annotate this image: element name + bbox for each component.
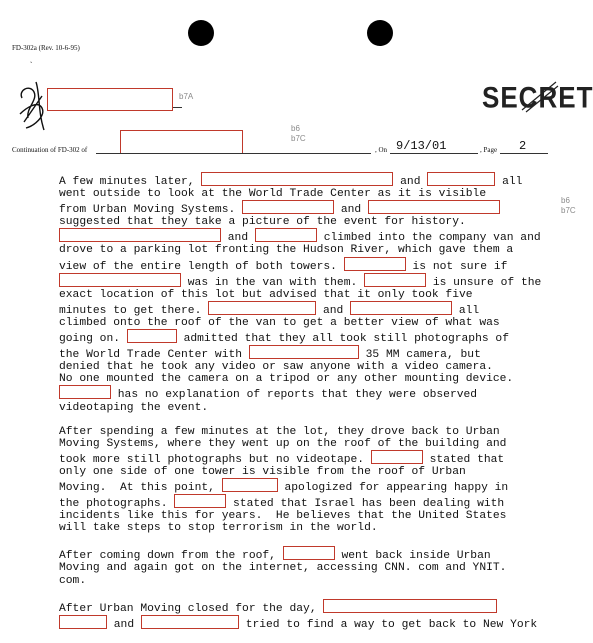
text-segment: and	[340, 204, 362, 217]
redaction-box	[242, 200, 334, 214]
redaction-box	[344, 257, 406, 271]
text-line	[59, 232, 541, 244]
text-line	[59, 438, 506, 450]
redaction-box	[174, 494, 226, 508]
paragraph	[59, 599, 539, 631]
continuation-redaction	[120, 130, 243, 154]
text-line	[59, 333, 509, 345]
text-segment: climbed onto the roof of the van to get a better view of what was	[59, 316, 500, 329]
text-segment: the photographs.	[59, 498, 168, 511]
text-line	[59, 426, 500, 438]
text-segment: After coming down from the roof,	[59, 550, 276, 563]
text-segment: is not sure if	[412, 260, 508, 273]
text-line	[59, 277, 541, 289]
text-line	[59, 188, 486, 200]
text-line	[59, 204, 500, 216]
text-segment: drove to a parking lot fronting the Hudson River, which gave them a	[59, 244, 514, 257]
text-segment: climbed into the company van and	[323, 232, 541, 245]
punch-hole-right	[367, 20, 393, 46]
text-line	[59, 289, 473, 301]
text-segment: A few minutes later,	[59, 176, 195, 188]
exemption-b6-header: b6	[291, 124, 300, 133]
text-segment: and	[113, 618, 135, 631]
page-label: , Page	[480, 146, 498, 154]
text-line	[59, 619, 537, 631]
text-segment: minutes to get there.	[59, 304, 202, 317]
header-redaction-name	[47, 88, 173, 111]
redaction-box	[283, 546, 335, 560]
report-date: 9/13/01	[396, 139, 447, 153]
text-segment: exact location of this lot but advised that it only took five	[59, 288, 473, 301]
text-segment: has no explanation of reports that they were observed	[117, 389, 478, 402]
text-segment: will take steps to stop terrorism in the world.	[59, 522, 378, 535]
redaction-box	[350, 301, 452, 315]
redaction-box	[249, 345, 359, 359]
text-line	[59, 498, 504, 510]
text-segment: from Urban Moving Systems.	[59, 204, 236, 217]
text-line	[59, 361, 493, 373]
redaction-box	[59, 228, 221, 242]
text-line	[59, 482, 508, 494]
redaction-box	[222, 478, 278, 492]
text-segment: all	[458, 304, 480, 317]
text-line	[59, 373, 513, 385]
redaction-box	[59, 385, 111, 399]
text-segment: After spending a few minutes at the lot, they drove back to Urban	[59, 425, 500, 438]
text-line	[59, 466, 466, 478]
text-segment: Moving Systems, where they went up on the roof of the building and	[59, 437, 507, 450]
text-line	[59, 550, 491, 562]
text-line	[59, 317, 500, 329]
text-line	[59, 603, 497, 615]
redaction-box	[208, 301, 316, 315]
text-line	[59, 176, 522, 188]
text-segment: incidents like this for years. He believes that the United States	[59, 510, 507, 523]
text-segment: all	[502, 176, 523, 188]
classification-stamp: SECRET	[482, 79, 593, 115]
redaction-box	[201, 172, 393, 186]
text-segment: No one mounted the camera on a tripod or any other mounting device.	[59, 373, 514, 386]
continuation-label: Continuation of FD-302 of	[12, 146, 88, 154]
text-line	[59, 305, 479, 317]
redaction-box	[59, 273, 181, 287]
redaction-box	[323, 599, 497, 613]
text-segment: com.	[59, 574, 87, 587]
report-body	[59, 172, 542, 643]
text-segment: admitted that they all took still photographs of	[183, 333, 509, 346]
text-line	[59, 522, 378, 534]
redaction-box	[141, 615, 239, 629]
text-segment: After Urban Moving closed for the day,	[59, 602, 317, 615]
text-segment: suggested that they take a picture of the event for history.	[59, 216, 466, 229]
continuation-underline	[96, 153, 371, 154]
redaction-box	[127, 329, 177, 343]
text-segment: stated that	[429, 453, 505, 466]
form-id: FD-302a (Rev. 10-6-95)	[12, 44, 80, 52]
text-segment: apologized for appearing happy in	[284, 481, 509, 494]
redaction-box	[255, 228, 317, 242]
text-line	[59, 454, 504, 466]
text-segment: and	[322, 304, 344, 317]
exemption-b7c-margin: b7C	[561, 206, 576, 215]
text-line	[59, 575, 86, 587]
text-segment: took more still photographs but no videotape.	[59, 453, 365, 466]
page-underline	[500, 153, 548, 154]
text-segment: going on.	[59, 333, 121, 346]
redaction-box	[427, 172, 495, 186]
text-line	[59, 510, 506, 522]
text-segment: denied that he took any video or saw anyone with a video camera.	[59, 361, 493, 374]
text-segment: is unsure of the	[432, 276, 542, 289]
redaction-box	[364, 273, 426, 287]
text-segment: and	[400, 176, 421, 188]
text-segment: went outside to look at the World Trade Center as it is visible	[59, 188, 487, 201]
exemption-b6-margin: b6	[561, 196, 570, 205]
text-line	[59, 349, 481, 361]
text-segment: only one side of one tower is visible from the roof of Urban	[59, 465, 466, 478]
text-segment: videotaping the event.	[59, 401, 209, 414]
page-number: 2	[519, 139, 527, 153]
classification-strike	[520, 80, 560, 114]
on-label: , On	[375, 146, 388, 154]
exemption-b7a: b7A	[179, 92, 194, 101]
text-segment: Moving and again got on the internet, accessing CNN. com and YNIT.	[59, 562, 507, 575]
exemption-b7c-header: b7C	[291, 134, 306, 143]
text-segment: the World Trade Center with	[59, 349, 243, 362]
punch-hole-left	[188, 20, 214, 46]
text-line	[59, 244, 513, 256]
text-segment: and	[227, 232, 249, 245]
text-line	[59, 261, 507, 273]
text-segment: tried to find a way to get back to New York	[245, 618, 538, 631]
text-line	[59, 562, 506, 574]
redaction-box	[368, 200, 500, 214]
handwritten-initials	[16, 78, 50, 134]
paragraph	[59, 546, 539, 586]
redaction-box	[59, 615, 107, 629]
text-line	[59, 402, 208, 414]
text-segment: 35 MM camera, but	[365, 349, 481, 362]
text-segment: was in the van with them.	[187, 276, 358, 289]
text-line	[59, 216, 466, 228]
text-segment: Moving. At this point,	[59, 481, 215, 494]
tick-mark: ˋ	[29, 62, 34, 71]
text-segment: went back inside Urban	[341, 550, 491, 563]
paragraph	[59, 172, 542, 414]
text-segment: view of the entire length of both towers.	[59, 260, 337, 273]
redaction-box	[371, 450, 423, 464]
date-underline	[390, 153, 478, 154]
paragraph	[59, 426, 539, 535]
text-segment: stated that Israel has been dealing with	[233, 498, 505, 511]
text-line	[59, 389, 477, 401]
